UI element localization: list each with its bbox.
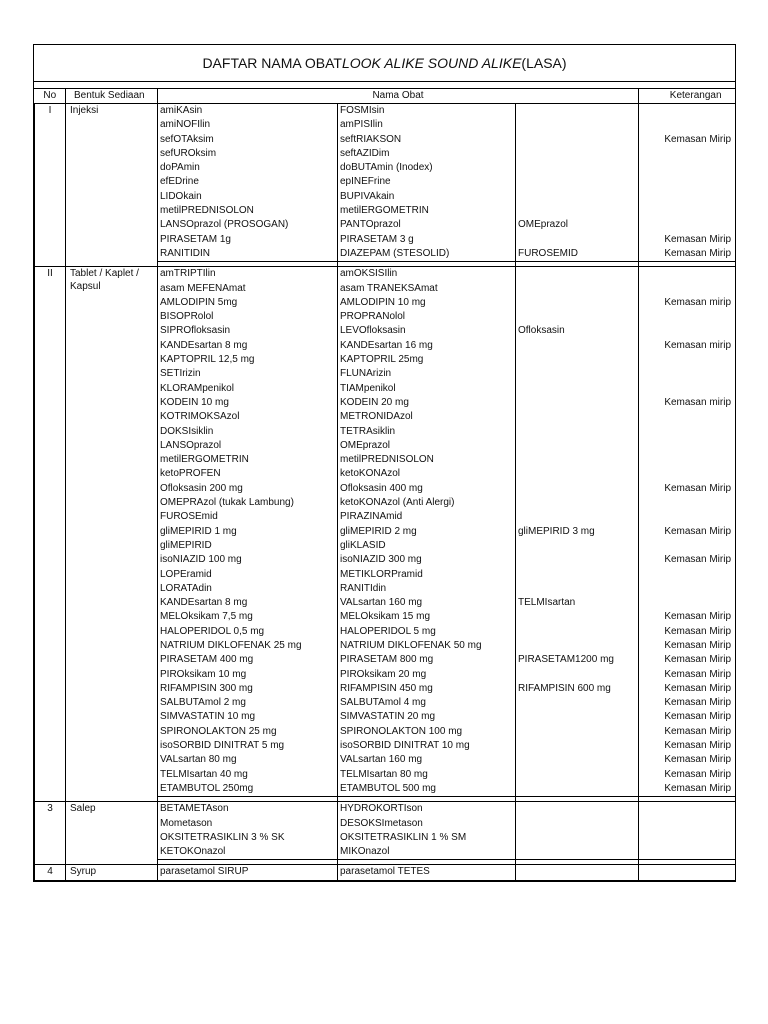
keterangan [639,539,736,553]
drug-name-2: KANDEsartan 16 mg [338,339,516,353]
keterangan [639,596,736,610]
drug-name-3 [516,190,639,204]
keterangan: Kemasan Mirip [639,610,736,624]
keterangan [639,802,736,817]
drug-name-3 [516,845,639,860]
drug-name-1: Mometason [158,817,338,831]
drug-name-2: SIMVASTATIN 20 mg [338,710,516,724]
drug-name-3 [516,410,639,424]
drug-name-1: LANSOprazol (PROSOGAN) [158,218,338,232]
drug-name-1: SETIrizin [158,367,338,381]
section-number: 4 [35,865,66,880]
drug-name-2: amOKSISIlin [338,267,516,282]
drug-name-1: gliMEPIRID 1 mg [158,525,338,539]
drug-name-2: TELMIsartan 80 mg [338,768,516,782]
drug-name-1: OMEPRAzol (tukak Lambung) [158,496,338,510]
drug-name-1: amTRIPTIlin [158,267,338,282]
drug-name-3 [516,610,639,624]
drug-name-1: OKSITETRASIKLIN 3 % SK [158,831,338,845]
lasa-table [34,89,736,881]
drug-name-3 [516,367,639,381]
drug-name-1: KODEIN 10 mg [158,396,338,410]
drug-name-3 [516,625,639,639]
drug-name-1: SIPROfloksasin [158,324,338,338]
drug-name-2: ETAMBUTOL 500 mg [338,782,516,797]
drug-name-2: SALBUTAmol 4 mg [338,696,516,710]
drug-name-2: METIKLORPramid [338,568,516,582]
drug-name-1: Ofloksasin 200 mg [158,482,338,496]
drug-name-2: parasetamol TETES [338,865,516,880]
keterangan [639,568,736,582]
title-suffix: (LASA) [521,55,567,71]
keterangan: Kemasan Mirip [639,625,736,639]
drug-name-2: amPISIlin [338,118,516,132]
keterangan: Kemasan Mirip [639,233,736,247]
drug-name-3 [516,496,639,510]
keterangan: Kemasan Mirip [639,247,736,262]
drug-name-3 [516,725,639,739]
keterangan [639,410,736,424]
drug-name-1: NATRIUM DIKLOFENAK 25 mg [158,639,338,653]
drug-name-3: Ofloksasin [516,324,639,338]
drug-name-1: RIFAMPISIN 300 mg [158,682,338,696]
drug-name-2: seftAZIDim [338,147,516,161]
table-row [35,802,736,817]
section-number: II [35,267,66,797]
drug-name-3 [516,768,639,782]
keterangan [639,190,736,204]
drug-name-1: ketoPROFEN [158,467,338,481]
drug-name-2: METRONIDAzol [338,410,516,424]
drug-name-1: KANDEsartan 8 mg [158,596,338,610]
drug-name-1: SPIRONOLAKTON 25 mg [158,725,338,739]
drug-name-1: ETAMBUTOL 250mg [158,782,338,797]
keterangan: Kemasan mirip [639,339,736,353]
drug-name-2: KODEIN 20 mg [338,396,516,410]
drug-name-2: isoSORBID DINITRAT 10 mg [338,739,516,753]
drug-name-2: isoNIAZID 300 mg [338,553,516,567]
drug-name-3 [516,831,639,845]
keterangan [639,353,736,367]
drug-name-2: PIRAZINAmid [338,510,516,524]
drug-name-2: ketoKONAzol (Anti Alergi) [338,496,516,510]
bentuk-sediaan: Injeksi [66,104,158,262]
bentuk-sediaan: Salep [66,802,158,860]
section-3 [35,802,736,860]
drug-name-2: PROPRANolol [338,310,516,324]
drug-name-2: PIRASETAM 800 mg [338,653,516,667]
drug-name-1: FUROSEmid [158,510,338,524]
drug-name-2: DESOKSImetason [338,817,516,831]
drug-name-2: DIAZEPAM (STESOLID) [338,247,516,262]
header-no: No [35,89,66,104]
title-gap [34,82,735,89]
drug-name-3 [516,204,639,218]
drug-name-2: LEVOfloksasin [338,324,516,338]
drug-name-1: LORATAdin [158,582,338,596]
drug-name-1: doPAmin [158,161,338,175]
keterangan [639,282,736,296]
keterangan: Kemasan Mirip [639,696,736,710]
drug-name-2: HALOPERIDOL 5 mg [338,625,516,639]
drug-name-3 [516,453,639,467]
drug-name-3 [516,161,639,175]
drug-name-3 [516,104,639,119]
drug-name-2: FLUNArizin [338,367,516,381]
drug-name-1: PIROksikam 10 mg [158,668,338,682]
drug-name-3 [516,739,639,753]
drug-name-3 [516,710,639,724]
drug-name-1: efEDrine [158,175,338,189]
drug-name-2: Ofloksasin 400 mg [338,482,516,496]
drug-name-2: PIROksikam 20 mg [338,668,516,682]
drug-name-2: BUPIVAkain [338,190,516,204]
drug-name-1: HALOPERIDOL 0,5 mg [158,625,338,639]
drug-name-2: gliMEPIRID 2 mg [338,525,516,539]
drug-name-1: KOTRIMOKSAzol [158,410,338,424]
drug-name-3 [516,553,639,567]
table-row [35,865,736,880]
drug-name-3 [516,568,639,582]
drug-name-1: metilPREDNISOLON [158,204,338,218]
keterangan [639,845,736,860]
drug-name-1: AMLODIPIN 5mg [158,296,338,310]
keterangan: Kemasan Mirip [639,710,736,724]
section-4 [35,865,736,880]
bentuk-sediaan: Syrup [66,865,158,880]
drug-name-1: amiNOFIlin [158,118,338,132]
keterangan: Kemasan Mirip [639,653,736,667]
drug-name-3 [516,296,639,310]
drug-name-2: RANITIdin [338,582,516,596]
drug-name-1: MELOksikam 7,5 mg [158,610,338,624]
drug-name-3: TELMIsartan [516,596,639,610]
keterangan [639,218,736,232]
drug-name-1: metilERGOMETRIN [158,453,338,467]
drug-name-3 [516,425,639,439]
drug-name-2: MELOksikam 15 mg [338,610,516,624]
drug-name-3 [516,639,639,653]
keterangan [639,324,736,338]
drug-name-2: VALsartan 160 mg [338,596,516,610]
keterangan: Kemasan Mirip [639,682,736,696]
drug-name-3 [516,118,639,132]
drug-name-1: SALBUTAmol 2 mg [158,696,338,710]
keterangan [639,496,736,510]
drug-name-1: DOKSIsiklin [158,425,338,439]
keterangan [639,147,736,161]
bentuk-sediaan: Tablet / Kaplet / Kapsul [66,267,158,797]
drug-name-3 [516,539,639,553]
drug-name-2: HYDROKORTIson [338,802,516,817]
drug-name-3 [516,310,639,324]
drug-name-1: TELMIsartan 40 mg [158,768,338,782]
keterangan: Kemasan mirip [639,396,736,410]
keterangan [639,453,736,467]
drug-name-1: parasetamol SIRUP [158,865,338,880]
drug-name-2: VALsartan 160 mg [338,753,516,767]
section-number: I [35,104,66,262]
drug-name-2: FOSMIsin [338,104,516,119]
drug-name-1: isoNIAZID 100 mg [158,553,338,567]
drug-name-3: PIRASETAM1200 mg [516,653,639,667]
drug-name-3 [516,233,639,247]
keterangan: Kemasan Mirip [639,739,736,753]
drug-name-3 [516,817,639,831]
drug-name-2: PANTOprazol [338,218,516,232]
drug-name-3 [516,147,639,161]
drug-name-2: seftRIAKSON [338,133,516,147]
drug-name-3 [516,439,639,453]
keterangan [639,367,736,381]
drug-name-2: AMLODIPIN 10 mg [338,296,516,310]
drug-name-1: isoSORBID DINITRAT 5 mg [158,739,338,753]
keterangan [639,382,736,396]
keterangan [639,439,736,453]
section-number: 3 [35,802,66,860]
drug-name-1: amiKAsin [158,104,338,119]
drug-name-2: SPIRONOLAKTON 100 mg [338,725,516,739]
document-page [33,44,736,882]
drug-name-1: PIRASETAM 1g [158,233,338,247]
drug-name-3 [516,467,639,481]
drug-name-1: LOPEramid [158,568,338,582]
keterangan: Kemasan Mirip [639,482,736,496]
document-title [34,45,735,82]
drug-name-3 [516,133,639,147]
header-row [35,89,736,104]
keterangan: Kemasan mirip [639,296,736,310]
keterangan: Kemasan Mirip [639,768,736,782]
drug-name-2: doBUTAmin (Inodex) [338,161,516,175]
drug-name-2: metilERGOMETRIN [338,204,516,218]
drug-name-3 [516,802,639,817]
keterangan [639,161,736,175]
keterangan [639,267,736,282]
drug-name-1: KLORAMpenikol [158,382,338,396]
header-keterangan: Keterangan [639,89,736,104]
drug-name-3 [516,282,639,296]
drug-name-3 [516,782,639,797]
drug-name-3: OMEprazol [516,218,639,232]
drug-name-2: epINEFrine [338,175,516,189]
title-text: DAFTAR NAMA OBAT [202,55,342,71]
drug-name-3 [516,753,639,767]
drug-name-1: sefOTAksim [158,133,338,147]
drug-name-2: MIKOnazol [338,845,516,860]
keterangan: Kemasan Mirip [639,725,736,739]
drug-name-2: asam TRANEKSAmat [338,282,516,296]
drug-name-1: asam MEFENAmat [158,282,338,296]
drug-name-1: PIRASETAM 400 mg [158,653,338,667]
section-2 [35,267,736,797]
drug-name-1: BETAMETAson [158,802,338,817]
drug-name-3 [516,382,639,396]
drug-name-3 [516,353,639,367]
drug-name-2: TIAMpenikol [338,382,516,396]
drug-name-3: FUROSEMID [516,247,639,262]
drug-name-2: ketoKONAzol [338,467,516,481]
drug-name-1: KANDEsartan 8 mg [158,339,338,353]
drug-name-2: metilPREDNISOLON [338,453,516,467]
keterangan [639,104,736,119]
drug-name-2: OKSITETRASIKLIN 1 % SM [338,831,516,845]
keterangan [639,118,736,132]
keterangan [639,865,736,880]
keterangan: Kemasan Mirip [639,525,736,539]
drug-name-1: VALsartan 80 mg [158,753,338,767]
drug-name-2: RIFAMPISIN 450 mg [338,682,516,696]
keterangan [639,175,736,189]
drug-name-1: LANSOprazol [158,439,338,453]
drug-name-3 [516,696,639,710]
drug-name-3: RIFAMPISIN 600 mg [516,682,639,696]
drug-name-1: KETOKOnazol [158,845,338,860]
header-nama-obat: Nama Obat [158,89,639,104]
drug-name-3 [516,668,639,682]
drug-name-3 [516,865,639,880]
section-1 [35,104,736,262]
keterangan: Kemasan Mirip [639,133,736,147]
drug-name-3 [516,482,639,496]
drug-name-3 [516,267,639,282]
drug-name-3 [516,510,639,524]
drug-name-1: RANITIDIN [158,247,338,262]
drug-name-3 [516,339,639,353]
keterangan [639,817,736,831]
drug-name-1: gliMEPIRID [158,539,338,553]
keterangan: Kemasan Mirip [639,782,736,797]
drug-name-3 [516,175,639,189]
header-bentuk-sediaan: Bentuk Sediaan [66,89,158,104]
table-row [35,267,736,282]
keterangan [639,467,736,481]
drug-name-1: BISOPRolol [158,310,338,324]
drug-name-3 [516,396,639,410]
title-italic: LOOK ALIKE SOUND ALIKE [341,55,522,71]
keterangan [639,831,736,845]
drug-name-2: NATRIUM DIKLOFENAK 50 mg [338,639,516,653]
drug-name-1: SIMVASTATIN 10 mg [158,710,338,724]
drug-name-1: LIDOkain [158,190,338,204]
keterangan [639,510,736,524]
keterangan [639,204,736,218]
drug-name-2: OMEprazol [338,439,516,453]
drug-name-1: KAPTOPRIL 12,5 mg [158,353,338,367]
drug-name-1: sefUROksim [158,147,338,161]
keterangan: Kemasan Mirip [639,668,736,682]
drug-name-3: gliMEPIRID 3 mg [516,525,639,539]
keterangan [639,310,736,324]
keterangan: Kemasan Mirip [639,553,736,567]
keterangan: Kemasan Mirip [639,753,736,767]
drug-name-2: PIRASETAM 3 g [338,233,516,247]
keterangan: Kemasan Mirip [639,639,736,653]
drug-name-2: gliKLASID [338,539,516,553]
drug-name-2: KAPTOPRIL 25mg [338,353,516,367]
drug-name-2: TETRAsiklin [338,425,516,439]
table-row [35,104,736,119]
keterangan [639,582,736,596]
drug-name-3 [516,582,639,596]
keterangan [639,425,736,439]
